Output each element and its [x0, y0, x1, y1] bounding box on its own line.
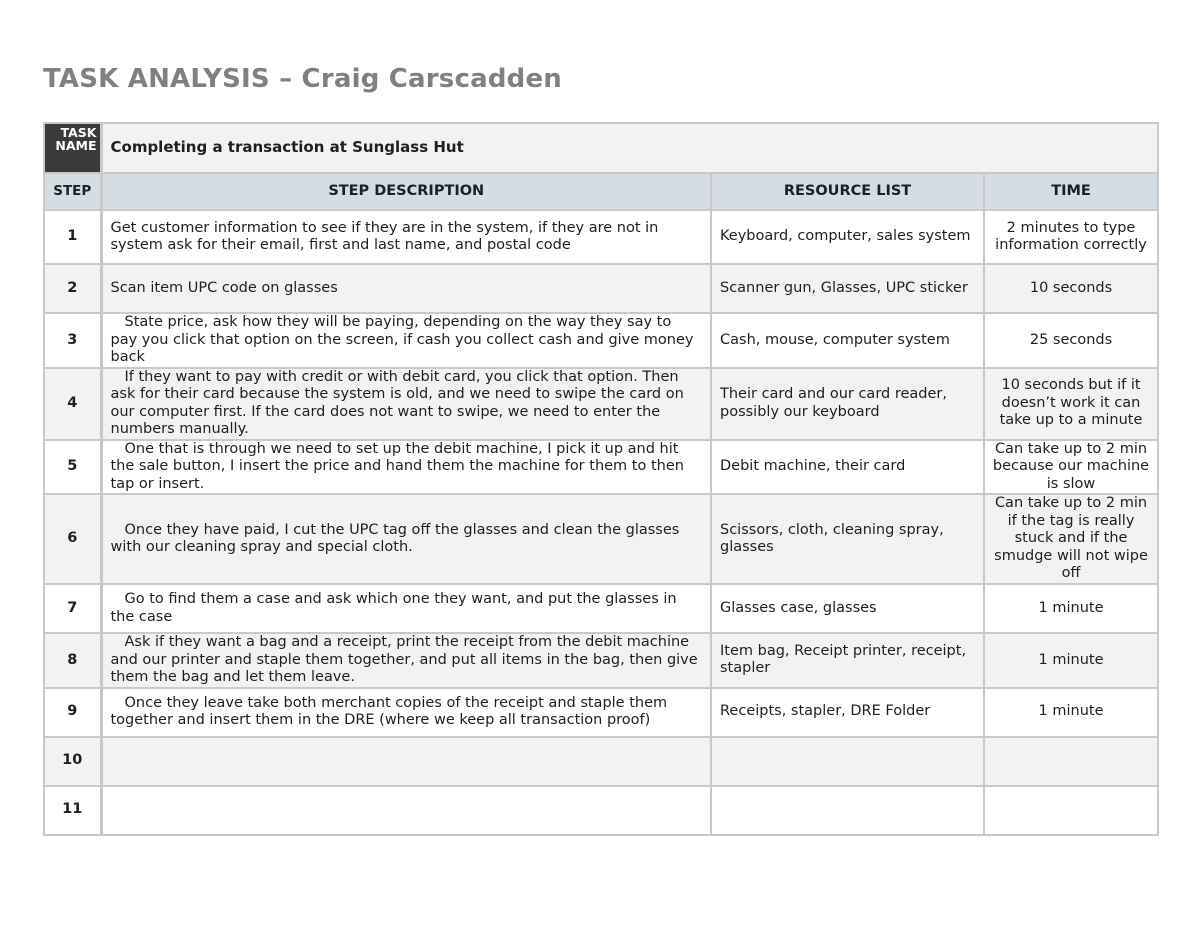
resource-list: Receipts, stapler, DRE Folder [711, 688, 984, 737]
header-row [44, 173, 1158, 210]
table-row [44, 584, 1158, 633]
step-number: 10 [44, 737, 101, 786]
table-row [44, 786, 1158, 835]
table-row [44, 494, 1158, 584]
step-time: 10 seconds but if it doesn’t work it can take up to a minute [984, 368, 1158, 440]
step-description: Get customer information to see if they are in the system, if they are not in system ask for their email, first and last name, and postal code [101, 210, 711, 264]
table-row [44, 688, 1158, 737]
task-name-row [44, 123, 1158, 173]
resource-list: Their card and our card reader, possibly our keyboard [711, 368, 984, 440]
step-time [984, 786, 1158, 835]
step-number: 3 [44, 313, 101, 368]
step-description [101, 786, 711, 835]
step-number: 4 [44, 368, 101, 440]
page-title: TASK ANALYSIS – Craig Carscadden [43, 64, 563, 94]
resource-list: Scanner gun, Glasses, UPC sticker [711, 264, 984, 313]
table-row [44, 440, 1158, 495]
step-description: State price, ask how they will be paying, depending on the way they say to pay you click that option on the screen, if cash you collect cash and give money back [101, 313, 711, 368]
resource-list [711, 786, 984, 835]
step-description: One that is through we need to set up the debit machine, I pick it up and hit the sale button, I insert the price and hand them the machine for them to then tap or insert. [101, 440, 711, 495]
table-row [44, 737, 1158, 786]
resource-column-header: RESOURCE LIST [711, 173, 984, 210]
step-time [984, 737, 1158, 786]
step-number: 11 [44, 786, 101, 835]
step-description: Ask if they want a bag and a receipt, print the receipt from the debit machine and our printer and staple them together, and put all items in the bag, then give them the bag and let them leave. [101, 633, 711, 688]
table-row [44, 264, 1158, 313]
resource-list: Scissors, cloth, cleaning spray, glasses [711, 494, 984, 584]
step-time: 25 seconds [984, 313, 1158, 368]
resource-list: Cash, mouse, computer system [711, 313, 984, 368]
step-description: If they want to pay with credit or with debit card, you click that option. Then ask for their card because the system is old, and we need to swipe the card on our computer first. If the card does not want to swipe, we need to enter the numbers manually. [101, 368, 711, 440]
table-row [44, 313, 1158, 368]
step-number: 8 [44, 633, 101, 688]
step-number: 5 [44, 440, 101, 495]
step-number: 2 [44, 264, 101, 313]
resource-list: Glasses case, glasses [711, 584, 984, 633]
step-description: Once they have paid, I cut the UPC tag off the glasses and clean the glasses with our cleaning spray and special cloth. [101, 494, 711, 584]
resource-list: Item bag, Receipt printer, receipt, stapler [711, 633, 984, 688]
step-time: Can take up to 2 min because our machine is slow [984, 440, 1158, 495]
step-number: 1 [44, 210, 101, 264]
time-column-header: TIME [984, 173, 1158, 210]
step-description: Go to find them a case and ask which one they want, and put the glasses in the case [101, 584, 711, 633]
resource-list [711, 737, 984, 786]
step-description: Scan item UPC code on glasses [101, 264, 711, 313]
description-column-header: STEP DESCRIPTION [101, 173, 711, 210]
step-time: 1 minute [984, 688, 1158, 737]
table-row [44, 368, 1158, 440]
step-number: 6 [44, 494, 101, 584]
step-time: 1 minute [984, 633, 1158, 688]
task-name-value: Completing a transaction at Sunglass Hut [101, 123, 1158, 173]
step-description [101, 737, 711, 786]
resource-list: Keyboard, computer, sales system [711, 210, 984, 264]
step-number: 7 [44, 584, 101, 633]
step-time: Can take up to 2 min if the tag is really stuck and if the smudge will not wipe off [984, 494, 1158, 584]
step-column-header: STEP [44, 173, 101, 210]
step-time: 2 minutes to type information correctly [984, 210, 1158, 264]
table-row [44, 210, 1158, 264]
step-time: 1 minute [984, 584, 1158, 633]
step-description: Once they leave take both merchant copies of the receipt and staple them together and insert them in the DRE (where we keep all transaction proof) [101, 688, 711, 737]
task-analysis-table [43, 122, 1159, 836]
step-time: 10 seconds [984, 264, 1158, 313]
table-row [44, 633, 1158, 688]
task-name-label: TASK NAME [44, 123, 101, 173]
resource-list: Debit machine, their card [711, 440, 984, 495]
step-number: 9 [44, 688, 101, 737]
